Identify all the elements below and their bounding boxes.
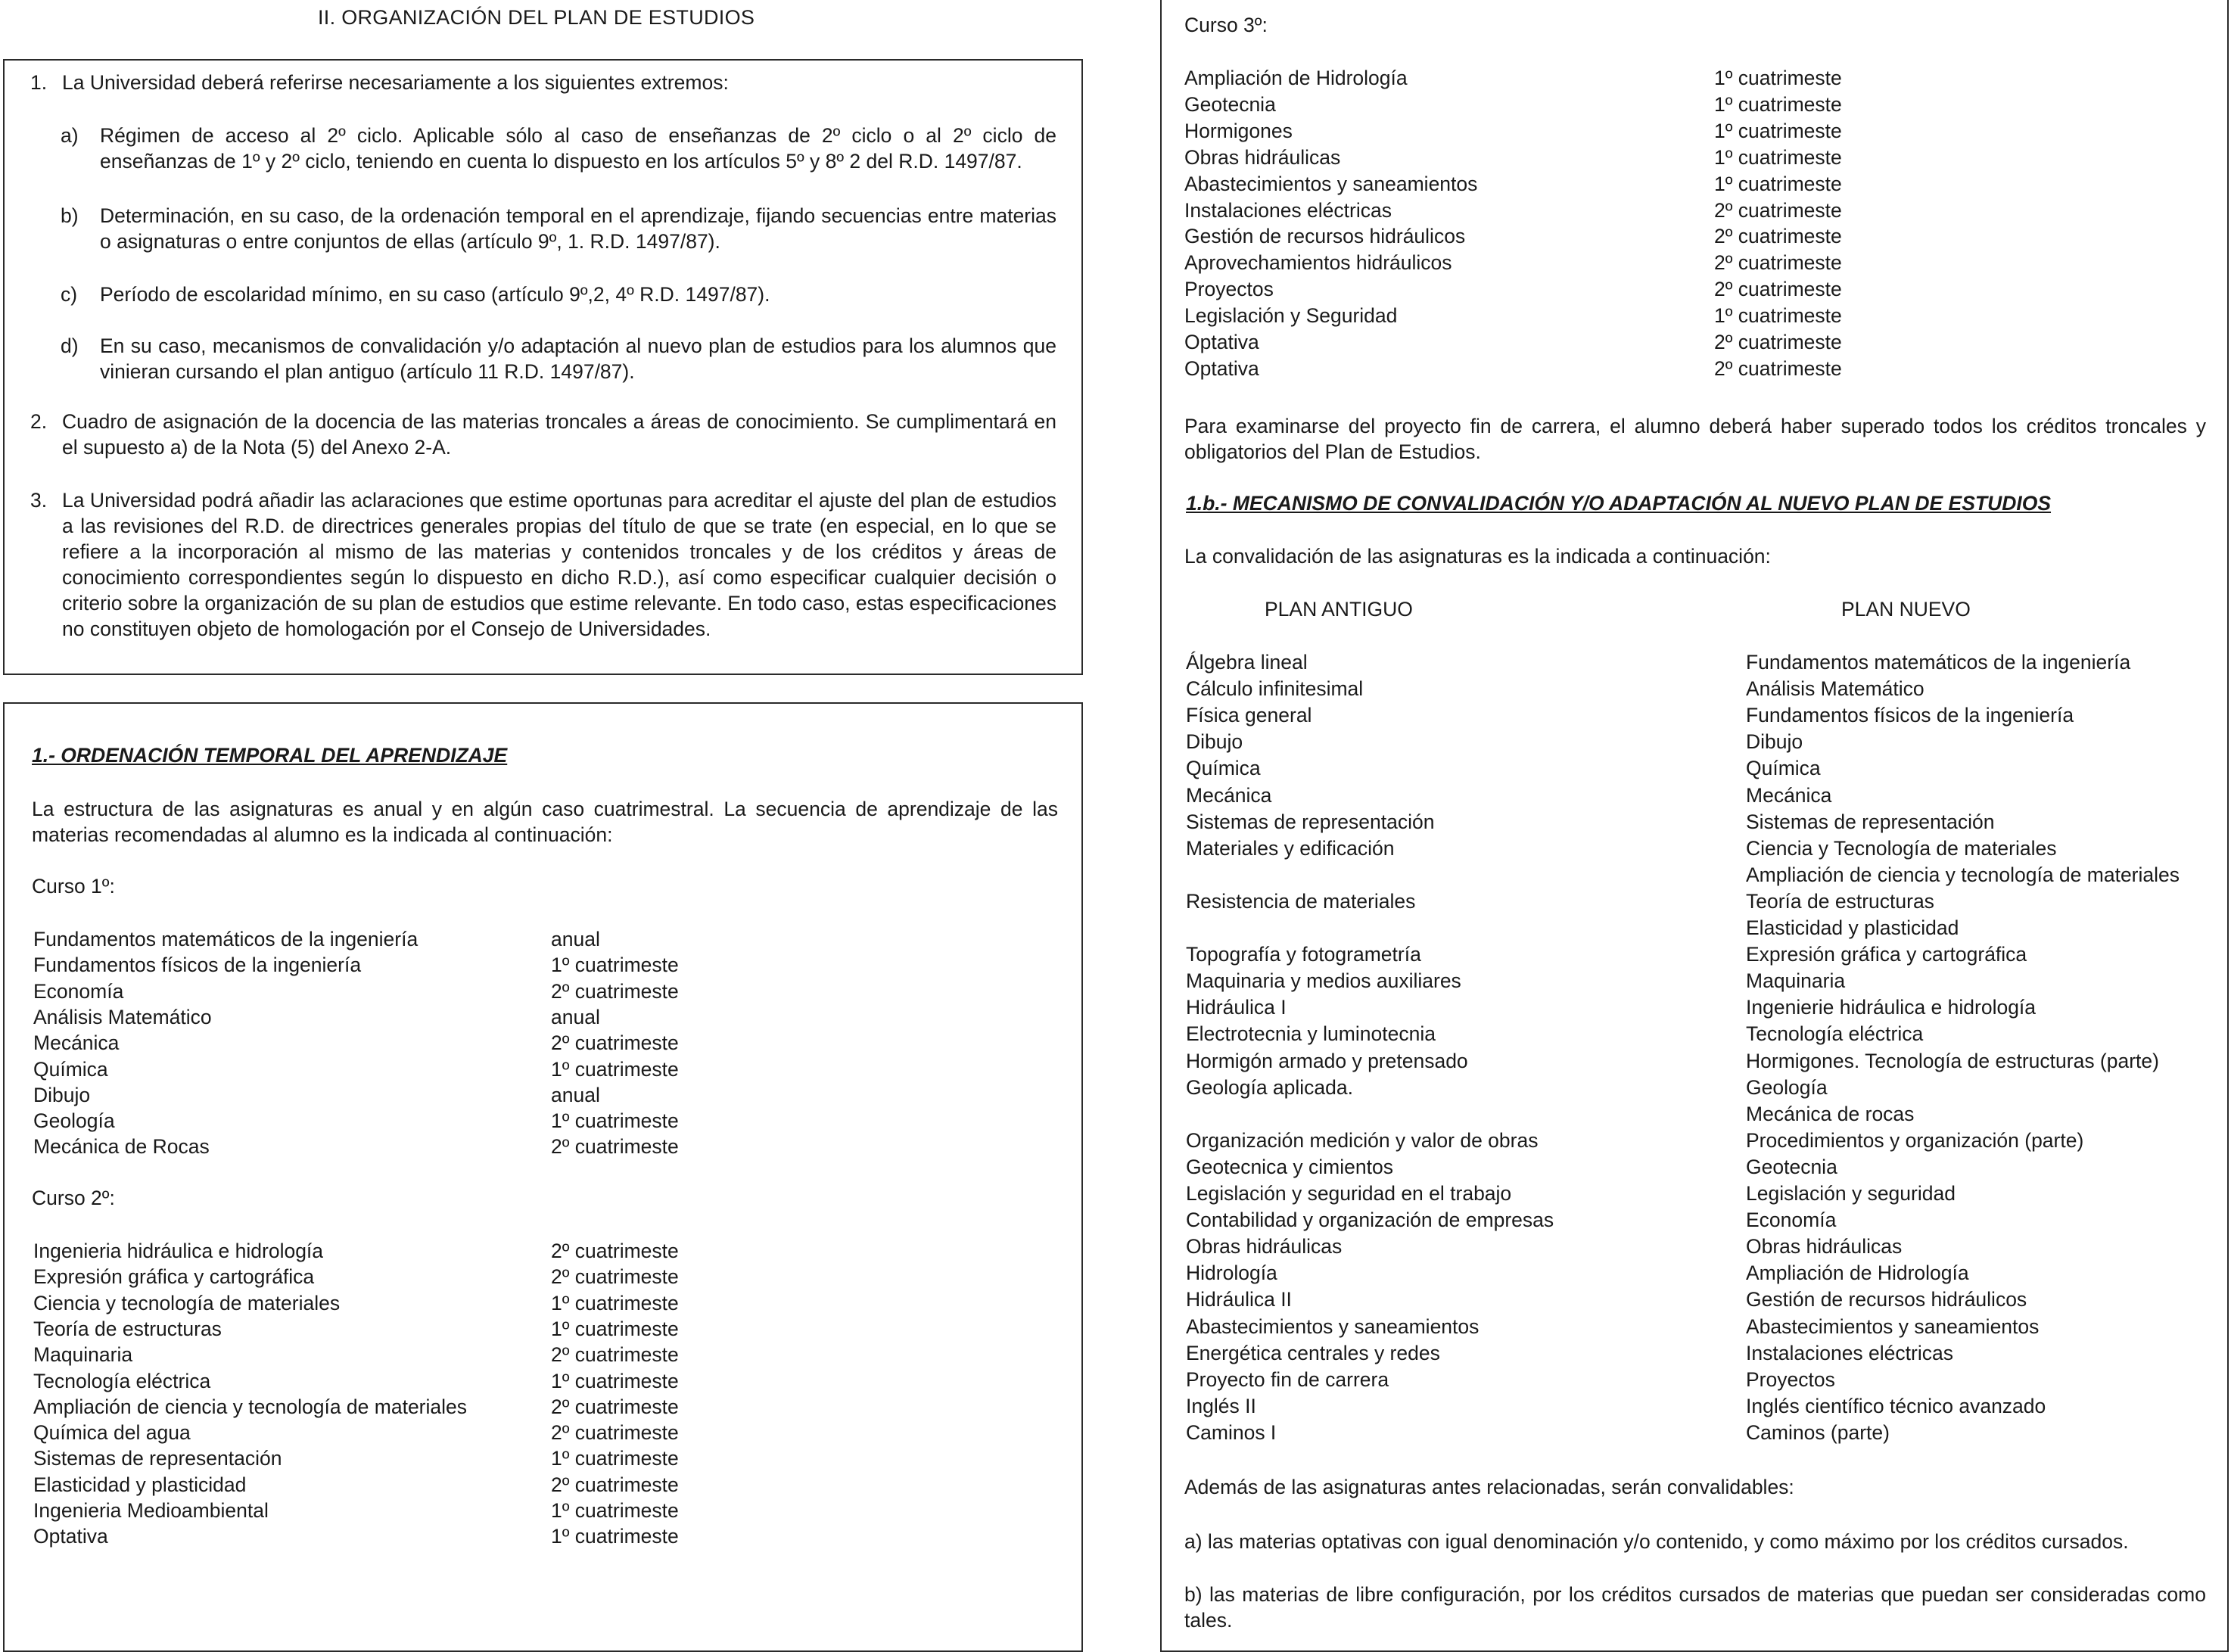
subject-name: Abastecimientos y saneamientos (1184, 172, 1478, 195)
subject-name: Fundamentos físicos de la ingeniería (33, 954, 362, 977)
subject-name: Expresión gráfica y cartográfica (33, 1265, 315, 1289)
subject-period: 2º cuatrimeste (1714, 198, 1842, 222)
instructions-intro: La Universidad deberá referirse necesariamente a los siguientes extremos: (62, 71, 729, 94)
old-subject: Álgebra lineal (1186, 651, 1308, 674)
subject-period: 2º cuatrimeste (551, 1473, 679, 1496)
item-text: En su caso, mecanismos de convalidación y/o adaptación al nuevo plan de estudios para los alumnos que vinieran cursando el plan antiguo (artículo 11 R.D. 1497/87). (100, 334, 1056, 383)
subject-period: 1º cuatrimeste (1714, 67, 1842, 89)
subject-period: 2º cuatrimeste (1714, 225, 1842, 248)
old-subject: Legislación y seguridad en el trabajo (1186, 1182, 1512, 1205)
curso-label: Curso 1º: (32, 875, 115, 898)
curso-label: Curso 3º: (1184, 14, 1268, 36)
new-subject: Hormigones. Tecnología de estructuras (parte) (1746, 1049, 2159, 1072)
new-subject: Química (1746, 757, 1821, 780)
new-subject: Economía (1746, 1209, 1837, 1232)
subject-period: 1º cuatrimeste (1714, 119, 1842, 142)
old-subject: Topografía y fotogrametría (1186, 943, 1421, 966)
subject-period: 1º cuatrimeste (551, 954, 679, 977)
col-header-new: PLAN NUEVO (1841, 598, 1971, 621)
subject-period: 1º cuatrimeste (551, 1525, 679, 1548)
subject-name: Obras hidráulicas (1184, 145, 1341, 169)
new-subject: Mecánica de rocas (1746, 1102, 1915, 1125)
new-subject: Elasticidad y plasticidad (1746, 916, 1959, 939)
section-intro: La estructura de las asignaturas es anual y en algún caso cuatrimestral. La secuencia de aprendizaje de las materias recomendadas al alumno es la indicada al continuación: (32, 798, 1058, 846)
subject-period: 1º cuatrimeste (1714, 172, 1842, 195)
subject-name: Ingenieria hidráulica e hidrología (33, 1240, 324, 1262)
col-header-old: PLAN ANTIGUO (1265, 598, 1413, 621)
subject-name: Química (33, 1057, 108, 1081)
subject-name: Ingenieria Medioambiental (33, 1499, 269, 1522)
old-subject: Abastecimientos y saneamientos (1186, 1314, 1480, 1338)
old-subject: Obras hidráulicas (1186, 1235, 1343, 1258)
new-subject: Inglés científico técnico avanzado (1746, 1394, 2046, 1417)
old-subject: Proyecto fin de carrera (1186, 1367, 1389, 1391)
proyecto-note: Para examinarse del proyecto fin de carrera, el alumno deberá haber superado todos los créditos troncales y obligatorios del Plan de Estudios. (1184, 415, 2206, 463)
subject-name: Gestión de recursos hidráulicos (1184, 225, 1466, 248)
old-subject: Hidrología (1186, 1262, 1277, 1285)
old-subject: Organización medición y valor de obras (1186, 1128, 1539, 1152)
subject-name: Química del agua (33, 1421, 191, 1445)
new-subject: Abastecimientos y saneamientos (1746, 1314, 2040, 1338)
old-subject: Sistemas de representación (1186, 810, 1435, 833)
item-label: a) (61, 124, 79, 147)
new-subject: Maquinaria (1746, 969, 1846, 993)
subject-period: 2º cuatrimeste (1714, 356, 1842, 380)
new-subject: Obras hidráulicas (1746, 1235, 1903, 1258)
subject-period: 1º cuatrimeste (551, 1369, 679, 1392)
note-b: b) las materias de libre configuración, por los créditos cursados de materias que puedan ser consideradas como tales. (1184, 1583, 2206, 1632)
item-label: d) (61, 334, 79, 357)
subject-period: anual (551, 1005, 600, 1028)
convalidacion-box (1160, 0, 2229, 1652)
new-subject: Análisis Matemático (1746, 677, 1925, 701)
old-subject: Hidráulica I (1186, 996, 1287, 1019)
subject-name: Mecánica (33, 1031, 120, 1055)
new-subject: Legislación y seguridad (1746, 1182, 1956, 1205)
subject-period: anual (551, 1083, 600, 1106)
new-subject: Caminos (parte) (1746, 1420, 1890, 1444)
subject-name: Geología (33, 1109, 115, 1133)
subject-name: Análisis Matemático (33, 1005, 212, 1028)
item-text: Régimen de acceso al 2º ciclo. Aplicable sólo al caso de enseñanzas de 2º ciclo o al 2º ciclo de enseñanzas de 1º y 2º ciclo, teniendo en cuenta lo dispuesto en los artículos 5º y 8º 2 del R.D. 1497/87. (100, 124, 1056, 173)
subject-period: 2º cuatrimeste (551, 1031, 679, 1055)
subject-name: Elasticidad y plasticidad (33, 1473, 247, 1496)
old-subject: Resistencia de materiales (1186, 889, 1416, 913)
instructions-box (3, 59, 1083, 675)
subject-name: Optativa (1184, 331, 1259, 353)
item-number: 3. (30, 489, 48, 512)
subject-period: 2º cuatrimeste (551, 1265, 679, 1289)
subject-name: Geotecnia (1184, 92, 1276, 116)
old-subject: Química (1186, 757, 1261, 780)
subject-name: Economía (33, 979, 124, 1003)
new-subject: Procedimientos y organización (parte) (1746, 1128, 2084, 1152)
old-subject: Mecánica (1186, 783, 1272, 807)
subject-period: 2º cuatrimeste (1714, 278, 1842, 301)
old-subject: Geología aplicada. (1186, 1075, 1353, 1099)
subject-period: 2º cuatrimeste (1714, 331, 1842, 353)
ademas-text: Además de las asignaturas antes relacionadas, serán convalidables: (1184, 1476, 1794, 1498)
note-a: a) las materias optativas con igual denominación y/o contenido, y como máximo por los créditos cursados. (1184, 1530, 2129, 1553)
subject-name: Legislación y Seguridad (1184, 304, 1398, 328)
old-subject: Inglés II (1186, 1394, 1256, 1417)
subject-name: Proyectos (1184, 278, 1274, 301)
new-subject: Ampliación de Hidrología (1746, 1262, 1969, 1285)
new-subject: Dibujo (1746, 730, 1803, 754)
subject-name: Teoría de estructuras (33, 1317, 222, 1340)
new-subject: Proyectos (1746, 1367, 1835, 1391)
new-subject: Expresión gráfica y cartográfica (1746, 943, 2027, 966)
old-subject: Física general (1186, 704, 1312, 727)
subject-name: Tecnología eléctrica (33, 1369, 211, 1392)
new-subject: Teoría de estructuras (1746, 889, 1934, 913)
old-subject: Materiales y edificación (1186, 836, 1395, 860)
subject-period: 2º cuatrimeste (551, 1240, 679, 1262)
curso-label: Curso 2º: (32, 1187, 115, 1209)
paragraph-3: La Universidad podrá añadir las aclaraciones que estime oportunas para acreditar el ajuste del plan de estudios a las revisiones del R.D. de directrices generales propias del título de que se trate (en especial, en lo que se refiere a la incorporación al mismo de las materias y contenidos troncales y de los créditos y áreas de conocimiento correspondientes según lo dispuesto en dicho R.D.), así como especificar cualquier decisión o criterio sobre la organización de su plan de estudios que estime relevante. En todo caso, estas especificaciones no constituyen objeto de homologación por el Consejo de Universidades. (62, 489, 1056, 640)
item-text: Período de escolaridad mínimo, en su caso (artículo 9º,2, 4º R.D. 1497/87). (100, 283, 770, 306)
subject-name: Aprovechamientos hidráulicos (1184, 251, 1452, 275)
old-subject: Contabilidad y organización de empresas (1186, 1209, 1554, 1232)
page-title: II. ORGANIZACIÓN DEL PLAN DE ESTUDIOS (318, 6, 755, 29)
subject-period: 1º cuatrimeste (1714, 304, 1842, 328)
ordenacion-box (3, 702, 1083, 1652)
subject-period: 1º cuatrimeste (551, 1291, 679, 1314)
subject-name: Fundamentos matemáticos de la ingeniería (33, 928, 419, 950)
new-subject: Ciencia y Tecnología de materiales (1746, 836, 2057, 860)
subject-name: Dibujo (33, 1083, 91, 1106)
subject-period: anual (551, 928, 600, 950)
section-title: 1.- ORDENACIÓN TEMPORAL DEL APRENDIZAJE (32, 744, 508, 767)
section-title: 1.b.- MECANISMO DE CONVALIDACIÓN Y/O ADAPTACIÓN AL NUEVO PLAN DE ESTUDIOS (1186, 492, 2052, 515)
subject-name: Instalaciones eléctricas (1184, 198, 1392, 222)
item-label: b) (61, 204, 79, 227)
subject-name: Ciencia y tecnología de materiales (33, 1291, 341, 1314)
old-subject: Maquinaria y medios auxiliares (1186, 969, 1461, 993)
old-subject: Energética centrales y redes (1186, 1341, 1440, 1364)
item-number: 2. (30, 410, 48, 433)
subject-period: 2º cuatrimeste (551, 979, 679, 1003)
subject-name: Maquinaria (33, 1343, 133, 1367)
subject-period: 2º cuatrimeste (551, 1343, 679, 1367)
subject-period: 1º cuatrimeste (551, 1109, 679, 1133)
item-text: Determinación, en su caso, de la ordenación temporal en el aprendizaje, fijando secuencias entre materias o asignaturas o entre conjuntos de ellas (artículo 9º, 1. R.D. 1497/87). (100, 204, 1056, 253)
new-subject: Sistemas de representación (1746, 810, 1995, 833)
subject-period: 1º cuatrimeste (551, 1057, 679, 1081)
subject-name: Ampliación de ciencia y tecnología de materiales (33, 1395, 468, 1418)
subject-period: 1º cuatrimeste (1714, 145, 1842, 169)
old-subject: Electrotecnia y luminotecnia (1186, 1022, 1436, 1046)
new-subject: Tecnología eléctrica (1746, 1022, 1924, 1046)
subject-name: Optativa (1184, 356, 1259, 380)
subject-period: 1º cuatrimeste (551, 1317, 679, 1340)
old-subject: Hidráulica II (1186, 1288, 1292, 1311)
new-subject: Instalaciones eléctricas (1746, 1341, 1953, 1364)
old-subject: Cálculo infinitesimal (1186, 677, 1364, 701)
paragraph-2: Cuadro de asignación de la docencia de las materias troncales a áreas de conocimiento. Se cumplimentará en el supuesto a) de la Nota (5) del Anexo 2-A. (62, 410, 1056, 459)
subject-name: Optativa (33, 1525, 108, 1548)
subject-period: 2º cuatrimeste (551, 1135, 679, 1159)
subject-period: 2º cuatrimeste (551, 1421, 679, 1445)
item-number: 1. (30, 71, 48, 94)
item-label: c) (61, 283, 78, 306)
old-subject: Hormigón armado y pretensado (1186, 1049, 1468, 1072)
new-subject: Ingenierie hidráulica e hidrología (1746, 996, 2037, 1019)
subject-name: Hormigones (1184, 119, 1293, 142)
old-subject: Dibujo (1186, 730, 1243, 754)
new-subject: Gestión de recursos hidráulicos (1746, 1288, 2027, 1311)
new-subject: Mecánica (1746, 783, 1832, 807)
subject-period: 2º cuatrimeste (1714, 251, 1842, 275)
subject-period: 1º cuatrimeste (551, 1499, 679, 1522)
subject-name: Ampliación de Hidrología (1184, 67, 1408, 89)
old-subject: Geotecnica y cimientos (1186, 1155, 1393, 1178)
new-subject: Geotecnia (1746, 1155, 1837, 1178)
old-subject: Caminos I (1186, 1420, 1277, 1444)
new-subject: Ampliación de ciencia y tecnología de materiales (1746, 863, 2180, 886)
subject-name: Sistemas de representación (33, 1447, 282, 1470)
subject-period: 1º cuatrimeste (551, 1447, 679, 1470)
new-subject: Fundamentos físicos de la ingeniería (1746, 704, 2074, 727)
new-subject: Geología (1746, 1075, 1828, 1099)
subject-period: 1º cuatrimeste (1714, 92, 1842, 116)
conv-intro: La convalidación de las asignaturas es la indicada a continuación: (1184, 545, 1771, 568)
subject-period: 2º cuatrimeste (551, 1395, 679, 1418)
new-subject: Fundamentos matemáticos de la ingeniería (1746, 651, 2131, 674)
subject-name: Mecánica de Rocas (33, 1135, 210, 1159)
